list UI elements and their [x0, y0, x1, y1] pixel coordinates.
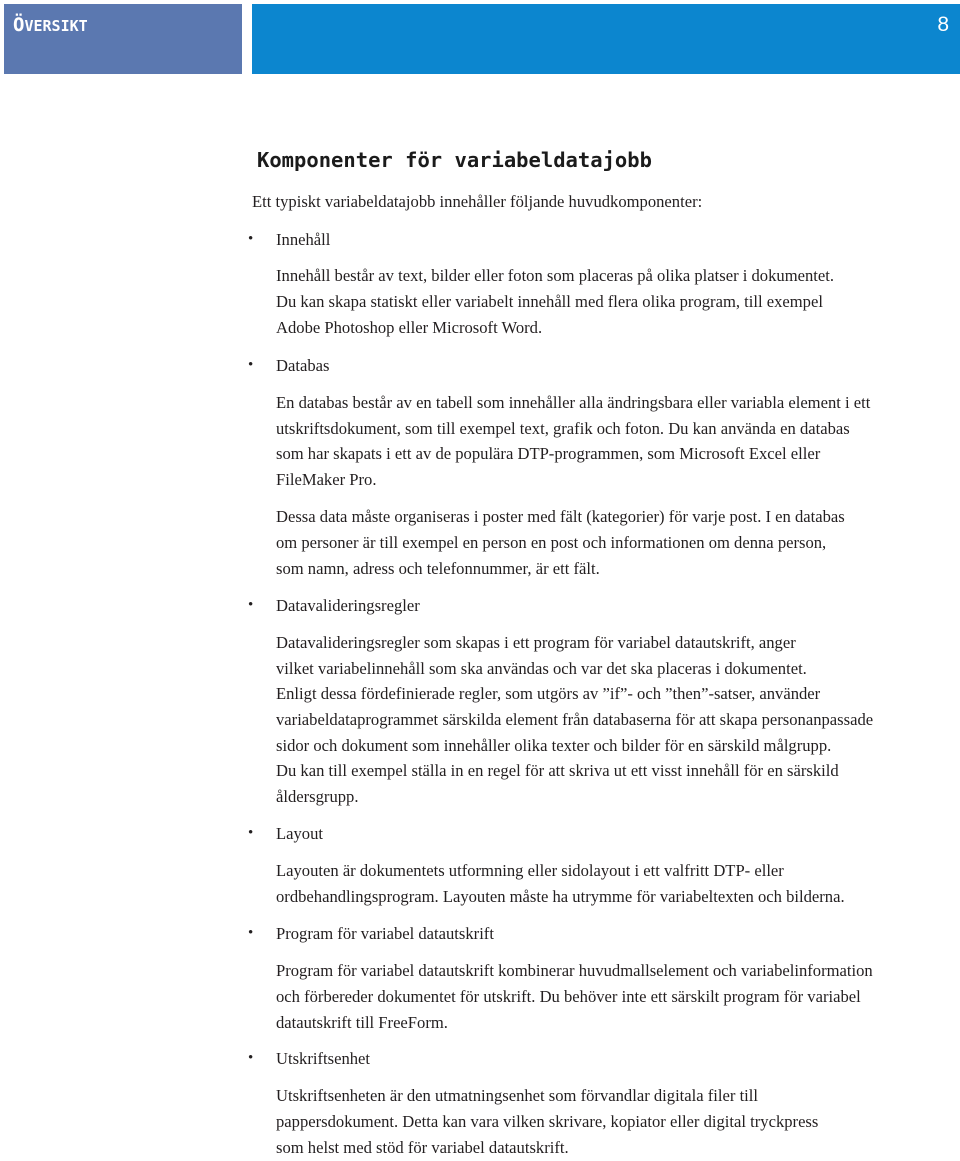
paragraph-line: datautskrift till FreeForm.: [276, 1013, 448, 1032]
paragraph-line: variabeldataprogrammet särskilda element från databaserna för att skapa personanpassade: [276, 710, 874, 729]
section-title: Komponenter för variabeldatajobb: [257, 148, 652, 172]
bullet-icon: •: [248, 231, 254, 247]
paragraph-line: Dessa data måste organiseras i poster med fält (kategorier) för varje post. I en databas: [276, 507, 845, 526]
item-label-utskriftsenhet: Utskriftsenhet: [276, 1049, 371, 1068]
bullet-icon: •: [248, 925, 254, 941]
paragraph-line: Innehåll består av text, bilder eller foton som placeras på olika platser i dokumentet.: [276, 266, 835, 285]
paragraph-line: ordbehandlingsprogram. Layouten måste ha utrymme för variabeltexten och bilderna.: [276, 887, 845, 906]
item-label-datavalideringsregler: Datavalideringsregler: [276, 596, 420, 615]
paragraph-line: En databas består av en tabell som innehåller alla ändringsbara eller variabla element i ett: [276, 393, 871, 412]
paragraph-line: pappersdokument. Detta kan vara vilken skrivare, kopiator eller digital tryckpress: [276, 1112, 819, 1131]
bullet-icon: •: [248, 357, 254, 373]
paragraph-line: Datavalideringsregler som skapas i ett program för variabel datautskrift, anger: [276, 633, 796, 652]
paragraph-line: som har skapats i ett av de populära DTP-programmen, som Microsoft Excel eller: [276, 444, 821, 463]
paragraph-line: som helst med stöd för variabel datautskrift.: [276, 1138, 569, 1157]
bullet-icon: •: [248, 1050, 254, 1066]
paragraph-line: om personer är till exempel en person en post och informationen om denna person,: [276, 533, 827, 552]
paragraph-line: och förbereder dokumentet för utskrift. Du behöver inte ett särskilt program för variabel: [276, 987, 861, 1006]
header-left-band: [4, 4, 242, 74]
item-label-innehall: Innehåll: [276, 230, 331, 249]
paragraph-line: Du kan skapa statiskt eller variabelt innehåll med flera olika program, till exempel: [276, 292, 823, 311]
page-number: 8: [937, 13, 949, 36]
paragraph-line: Adobe Photoshop eller Microsoft Word.: [276, 318, 543, 337]
header-right-band: [252, 4, 960, 74]
paragraph-line: Layouten är dokumentets utformning eller sidolayout i ett valfritt DTP- eller: [276, 861, 784, 880]
paragraph-line: FileMaker Pro.: [276, 470, 377, 489]
paragraph-line: Enligt dessa fördefinierade regler, som utgörs av ”if”- och ”then”-satser, använder: [276, 684, 821, 703]
paragraph-line: Program för variabel datautskrift kombinerar huvudmallselement och variabelinformation: [276, 961, 873, 980]
paragraph-line: utskriftsdokument, som till exempel text, grafik och foton. Du kan använda en databas: [276, 419, 850, 438]
paragraph-line: vilket variabelinnehåll som ska användas och var det ska placeras i dokumentet.: [276, 659, 807, 678]
item-label-databas: Databas: [276, 356, 330, 375]
paragraph-line: sidor och dokument som innehåller olika texter och bilder för en särskild målgrupp.: [276, 736, 832, 755]
paragraph-line: åldersgrupp.: [276, 787, 359, 806]
item-label-program: Program för variabel datautskrift: [276, 924, 494, 943]
bullet-icon: •: [248, 825, 254, 841]
paragraph-line: Du kan till exempel ställa in en regel för att skriva ut ett visst innehåll för en särskild: [276, 761, 839, 780]
paragraph-line: Utskriftsenheten är den utmatningsenhet som förvandlar digitala filer till: [276, 1086, 759, 1105]
section-header-title: ÖVERSIKT: [13, 14, 88, 36]
bullet-icon: •: [248, 597, 254, 613]
item-label-layout: Layout: [276, 824, 324, 843]
paragraph-line: som namn, adress och telefonnummer, är ett fält.: [276, 559, 600, 578]
intro-text: Ett typiskt variabeldatajobb innehåller följande huvudkomponenter:: [252, 192, 703, 211]
